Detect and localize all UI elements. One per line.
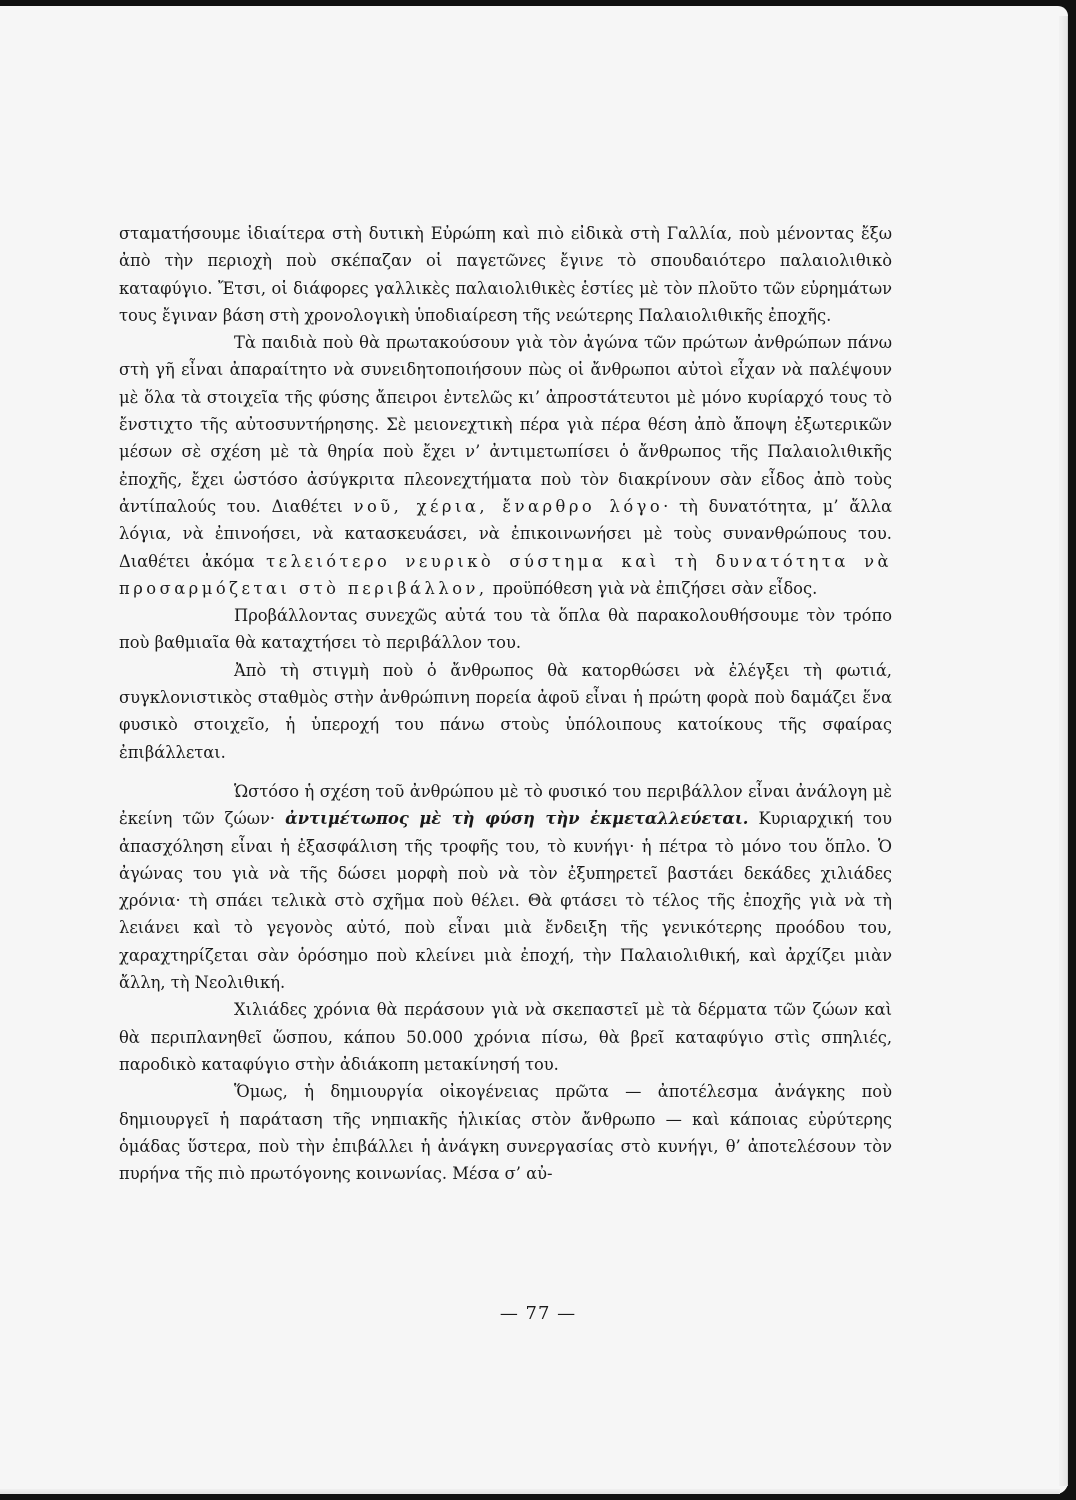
paragraph-2-text-a: Τὰ παιδιὰ ποὺ θὰ πρωτακούσουν γιὰ τὸν ἀγώνα τῶν πρώτων ἀνθρώπων πάνω στὴ γῆ εἶναι ἀπαραίτητο νὰ συνειδητοποιήσουν πὼς οἱ ἄνθρωποι αὐτοὶ εἶχαν νὰ παλέψουν μὲ ὅλα τὰ στοιχεῖα τῆς φύσης ἄπειροι ἐντελῶς κι’ ἀπροστάτευτοι μὲ μόνο κυρίαρχό τους τὸ ἔνστιχτο τῆς αὐτοσυντήρησης. Σὲ μειονεχτικὴ πέρα γιὰ πέρα θέση ἀπὸ ἄποψη ἐξωτερικῶν μέσων σὲ σχέση μὲ τὰ θηρία ποὺ ἔχει ν’ ἀντιμετωπίσει ὁ ἄνθρωπος τῆς Παλαιολιθικῆς ἐποχῆς, ἔχει ὡστόσο ἀσύγκριτα πλεονεχτήματα ποὺ τὸν διακρίνουν σὰν εἶδος ἀπὸ τοὺς ἀντίπαλούς του. Διαθέτει <box>119 333 892 516</box>
paragraph-6: Χιλιάδες χρόνια θὰ περάσουν γιὰ νὰ σκεπαστεῖ μὲ τὰ δέρματα τῶν ζώων καὶ θὰ περιπλανηθεῖ ὥσπου, κάπου 50.000 χρόνια πίσω, θὰ βρεῖ καταφύγιο στὶς σπηλιές, παροδικὸ καταφύγιο στὴν ἀδιάκοπη μετακίνησή του. <box>119 1000 892 1074</box>
paragraph-7: Ὅμως, ἡ δημιουργία οἰκογένειας πρῶτα — ἀποτέλεσμα ἀνάγκης ποὺ δημιουργεῖ ἡ παράταση τῆς νηπιακῆς ἡλικίας στὸν ἄνθρωπο — καὶ κάποιας εὐρύτερης ὁμάδας ὕστερα, ποὺ τὴν ἐπιβάλλει ἡ ἀνάγκη συνεργασίας στὸ κυνήγι, θ’ ἀποτελέσουν τὸν πυρήνα τῆς πιὸ πρωτόγονης κοινωνίας. Μέσα σ’ αὐ- <box>119 1082 892 1184</box>
paragraph-5-text-a: Ὡστόσο ἡ σχέση τοῦ ἀνθρώπου μὲ τὸ φυσικό του περιβάλλον εἶναι ἀνάλογη μὲ ἐκείνη τῶν ζώων· <box>119 781 892 829</box>
paragraph-5 <box>119 778 892 996</box>
page-bottom-edge <box>0 1489 1060 1494</box>
paragraph-5-text-b: Κυριαρχική του ἀπασχόληση εἶναι ἡ ἐξασφάλιση τῆς τροφῆς του, τὸ κυνήγι· ἡ πέτρα τὸ μόνο του ὅπλο. Ὁ ἀγώνας του γιὰ νὰ τῆς δώσει μορφὴ ποὺ νὰ τὸν ἐξυπηρετεῖ βαστάει δεκάδες χιλιάδες χρόνια· τὴ σπάει τελικὰ στὸ σχῆμα ποὺ θέλει. Θὰ φτάσει τὸ τέλος τῆς ἐποχῆς γιὰ νὰ τὴ λειάνει καὶ τὸ γεγονὸς αὐτό, ποὺ εἶναι μιὰ ἔνδειξη τῆς γενικότερης προόδου του, χαραχτηρίζεται σὰν ὁρόσημο ποὺ κλείνει μιὰ ἐποχή, τὴν Παλαιολιθική, καὶ ἀρχίζει μιὰν ἄλλη, τὴ Νεολιθική. <box>119 809 892 993</box>
paragraph-4: Ἀπὸ τὴ στιγμὴ ποὺ ὁ ἄνθρωπος θὰ κατορθώσει νὰ ἐλέγξει τὴ φωτιά, συγκλονιστικὸς σταθμὸς στὴν ἀνθρώπινη πορεία ἀφοῦ εἶναι ἡ πρώτη φορὰ ποὺ δαμάζει ἕνα φυσικὸ στοιχεῖο, ἡ ὑπεροχή του πάνω στοὺς ὑπόλοιπους κατοίκους τῆς σφαίρας ἐπιβάλλεται. <box>119 660 892 762</box>
page-right-edge <box>1059 16 1068 1486</box>
book-page <box>0 6 1068 1494</box>
paragraph-2-spaced-phrase-1: νοῦ, χέρια, ἔναρθρο λόγο <box>353 496 664 516</box>
paragraph-2-spaced-phrase-2: τελειότερο νευρικὸ σύστημα καὶ τὴ δυνατότητα νὰ προσαρμόζεται στὸ περιβάλλον, <box>119 551 892 598</box>
paragraph-5-emphasis: ἀντιμέτωπος μὲ τὴ φύση τὴν ἐκμεταλλεύεται. <box>285 809 749 829</box>
page-number: — 77 — <box>499 1303 577 1324</box>
paragraph-2-text-b: · τὴ δυνατότητα, μ’ ἄλλα λόγια, νὰ ἐπινοήσει, νὰ κατασκευάσει, νὰ ἐπικοινωνήσει μὲ τοὺς συνανθρώπους του. Διαθέτει ἀκόμα <box>119 496 892 571</box>
paragraph-2 <box>119 329 892 602</box>
paragraph-1: σταματήσουμε ἰδιαίτερα στὴ δυτικὴ Εὐρώπη καὶ πιὸ εἰδικὰ στὴ Γαλλία, ποὺ μένοντας ἔξω ἀπὸ τὴν περιοχὴ ποὺ σκέπαζαν οἱ παγετῶνες ἔγινε τὸ σπουδαιότερο παλαιολιθικὸ καταφύγιο. Ἔτσι, οἱ διάφορες γαλλικὲς παλαιολιθικὲς ἑστίες μὲ τὸν πλοῦτο τῶν εὑρημάτων τους ἔγιναν βάση στὴ χρονολογικὴ ὑποδιαίρεση τῆς νεώτερης Παλαιολιθικῆς ἐποχῆς. <box>119 224 892 325</box>
paragraph-3: Προβάλλοντας συνεχῶς αὐτά του τὰ ὅπλα θὰ παρακολουθήσουμε τὸν τρόπο ποὺ βαθμιαῖα θὰ καταχτήσει τὸ περιβάλλον του. <box>119 606 892 653</box>
body-text <box>119 220 892 1187</box>
paragraph-2-text-c: προϋπόθεση γιὰ νὰ ἐπιζήσει σὰν εἶδος. <box>487 578 818 598</box>
